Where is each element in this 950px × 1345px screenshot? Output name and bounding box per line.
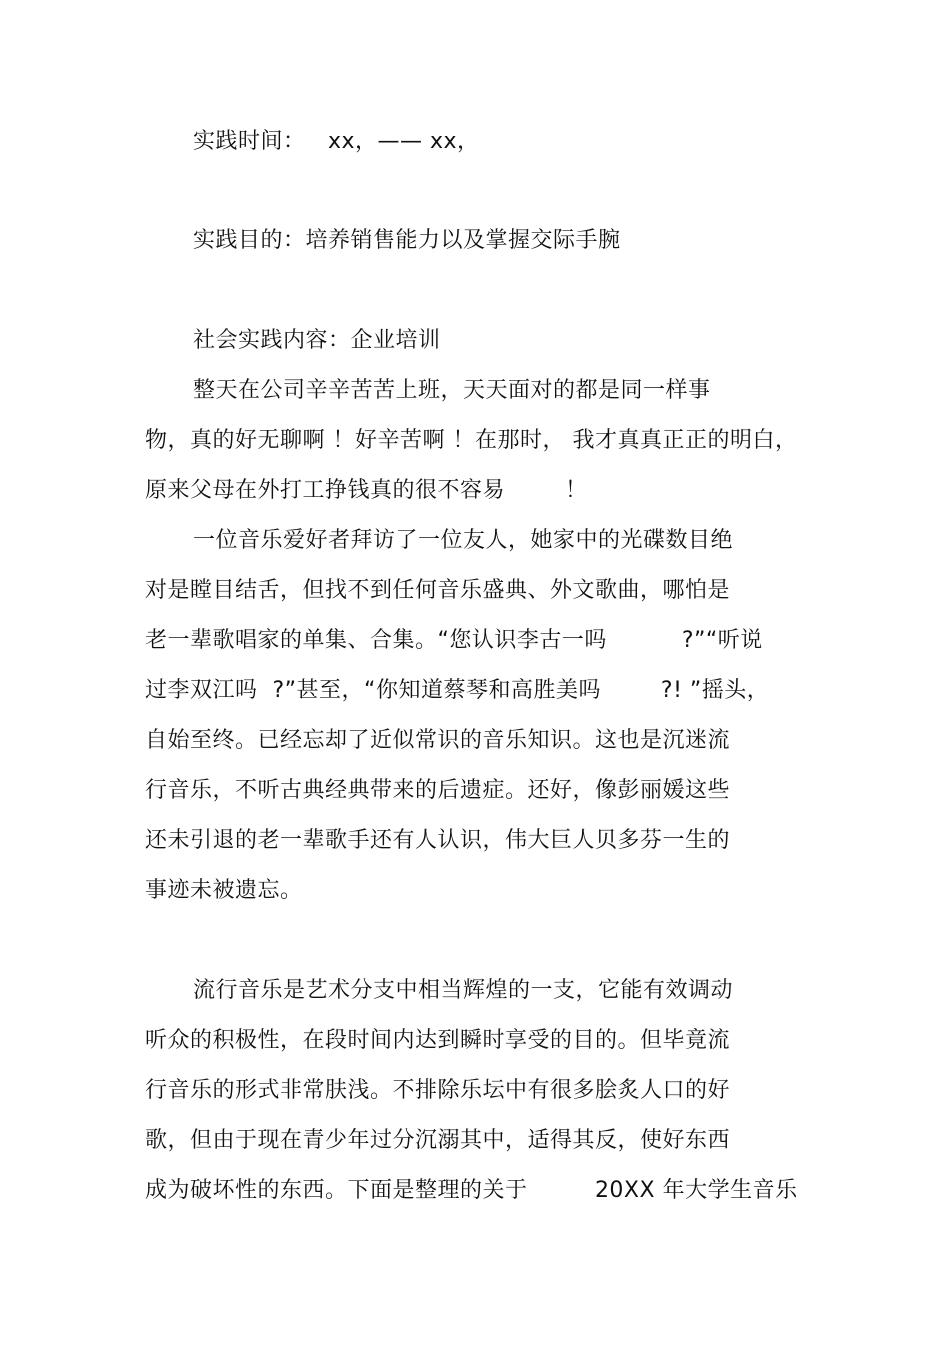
- paragraph-line: 对是瞠目结舌，但找不到任何音乐盛典、外文歌曲，哪怕是: [145, 578, 731, 603]
- paragraph-line: 歌，但由于现在青少年过分沉溺其中，适得其反，使好东西: [145, 1128, 731, 1153]
- paragraph-line: 还未引退的老一辈歌手还有人认识，伟大巨人贝多芬一生的: [145, 828, 731, 853]
- paragraph-line: 过李双江吗 ?”甚至，“你知道蔡琴和高胜美吗 ?! ”摇头，: [145, 678, 770, 703]
- paragraph-line: 听众的积极性，在段时间内达到瞬时享受的目的。但毕竟流: [145, 1028, 731, 1053]
- paragraph-line: 原来父母在外打工挣钱真的很不容易 ！: [145, 478, 588, 503]
- paragraph-line: 成为破坏性的东西。下面是整理的关于 20XX 年大学生音乐: [145, 1178, 798, 1203]
- paragraph-line: 物，真的好无聊啊 ！好辛苦啊 ！在那时， 我才真真正正的明白，: [145, 428, 798, 453]
- paragraph-line: 流行音乐是艺术分支中相当辉煌的一支，它能有效调动: [193, 978, 734, 1003]
- paragraph-line: 一位音乐爱好者拜访了一位友人，她家中的光碟数目绝: [193, 528, 734, 553]
- paragraph-line: 行音乐的形式非常肤浅。不排除乐坛中有很多脍炙人口的好: [145, 1078, 731, 1103]
- practice-time-line: 实践时间： xx，—— xx，: [193, 129, 480, 154]
- paragraph-line: 行音乐，不听古典经典带来的后遗症。还好，像彭丽媛这些: [145, 778, 731, 803]
- paragraph-line: 自始至终。已经忘却了近似常识的音乐知识。这也是沉迷流: [145, 728, 731, 753]
- practice-content-title: 社会实践内容：企业培训: [193, 328, 441, 353]
- paragraph-line: 整天在公司辛辛苦苦上班，天天面对的都是同一样事: [193, 378, 711, 403]
- practice-purpose-line: 实践目的：培养销售能力以及掌握交际手腕: [193, 228, 621, 253]
- paragraph-line: 事迹未被遗忘。: [145, 878, 303, 903]
- paragraph-line: 老一辈歌唱家的单集、合集。“您认识李古一吗 ?”“听说: [145, 628, 763, 653]
